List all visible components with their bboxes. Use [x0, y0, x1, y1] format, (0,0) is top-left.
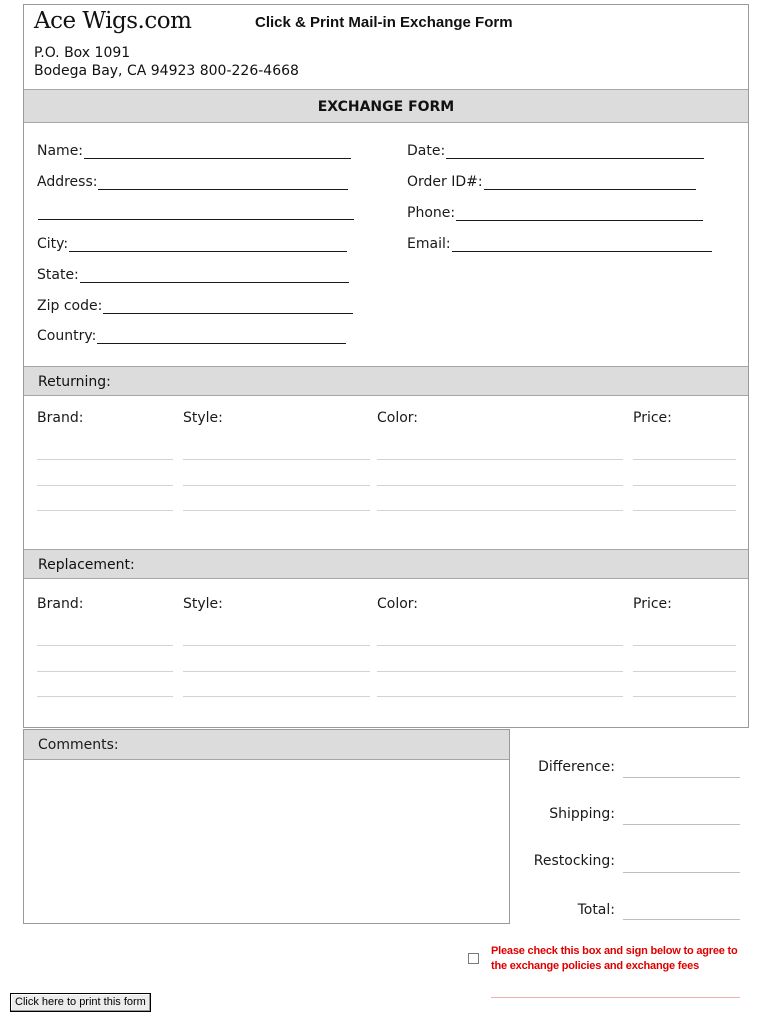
replacement-color-line-1[interactable] — [377, 645, 623, 646]
replacement-color-header: Color: — [377, 596, 419, 612]
total-label: Total: — [577, 902, 615, 918]
page-title: Click & Print Mail-in Exchange Form — [255, 14, 513, 31]
returning-price-line-1[interactable] — [633, 459, 736, 460]
zip-code-label: Zip code: — [37, 298, 103, 314]
difference-label: Difference: — [538, 759, 615, 775]
comments-heading: Comments: — [24, 730, 509, 760]
city-field[interactable] — [37, 236, 347, 252]
replacement-price-line-3[interactable] — [633, 696, 736, 697]
replacement-style-line-3[interactable] — [183, 696, 370, 697]
address-input-line[interactable] — [98, 175, 348, 190]
replacement-style-line-2[interactable] — [183, 671, 370, 672]
exchange-form-heading: EXCHANGE FORM — [24, 89, 748, 123]
state-input-line[interactable] — [80, 268, 349, 283]
returning-price-line-2[interactable] — [633, 485, 736, 486]
phone-input-line[interactable] — [456, 206, 703, 221]
shipping-input-line[interactable] — [623, 824, 740, 825]
address-field[interactable] — [37, 174, 348, 190]
returning-brand-line-2[interactable] — [37, 485, 173, 486]
name-input-line[interactable] — [84, 144, 351, 159]
name-label: Name: — [37, 143, 84, 159]
replacement-style-header: Style: — [183, 596, 223, 612]
phone-field[interactable] — [407, 205, 703, 221]
returning-color-line-2[interactable] — [377, 485, 623, 486]
replacement-heading: Replacement: — [24, 549, 748, 579]
returning-color-header: Color: — [377, 410, 419, 426]
restocking-label: Restocking: — [533, 853, 615, 869]
print-form-button[interactable]: Click here to print this form — [10, 993, 151, 1012]
address-2-input-line[interactable] — [38, 205, 354, 220]
address-line-2: Bodega Bay, CA 94923 800-226-4668 — [34, 63, 299, 79]
replacement-color-line-3[interactable] — [377, 696, 623, 697]
country-label: Country: — [37, 328, 97, 344]
email-input-line[interactable] — [452, 237, 712, 252]
replacement-price-header: Price: — [633, 596, 672, 612]
date-field[interactable] — [407, 143, 704, 159]
date-input-line[interactable] — [446, 144, 704, 159]
total-input-line[interactable] — [623, 919, 740, 920]
returning-style-header: Style: — [183, 410, 223, 426]
name-field[interactable] — [37, 143, 351, 159]
zip-code-field[interactable] — [37, 298, 353, 314]
order-id-field[interactable] — [407, 174, 696, 190]
replacement-style-line-1[interactable] — [183, 645, 370, 646]
shipping-label: Shipping: — [549, 806, 615, 822]
email-label: Email: — [407, 236, 451, 252]
date-label: Date: — [407, 143, 446, 159]
country-field[interactable] — [37, 328, 346, 344]
order-id-label: Order ID#: — [407, 174, 483, 190]
returning-brand-line-1[interactable] — [37, 459, 173, 460]
address-line-2-field[interactable] — [37, 205, 354, 220]
email-field[interactable] — [407, 236, 712, 252]
returning-brand-line-3[interactable] — [37, 510, 173, 511]
returning-color-line-3[interactable] — [377, 510, 623, 511]
replacement-brand-line-3[interactable] — [37, 696, 173, 697]
city-input-line[interactable] — [69, 237, 347, 252]
signature-line[interactable] — [491, 997, 740, 998]
returning-price-header: Price: — [633, 410, 672, 426]
agree-checkbox[interactable] — [468, 953, 479, 964]
replacement-brand-line-1[interactable] — [37, 645, 173, 646]
difference-input-line[interactable] — [623, 777, 740, 778]
returning-brand-header: Brand: — [37, 410, 84, 426]
returning-color-line-1[interactable] — [377, 459, 623, 460]
restocking-input-line[interactable] — [623, 872, 740, 873]
returning-price-line-3[interactable] — [633, 510, 736, 511]
brand-logo: Ace Wigs.com — [34, 8, 192, 34]
state-label: State: — [37, 267, 79, 283]
replacement-brand-line-2[interactable] — [37, 671, 173, 672]
order-id-input-line[interactable] — [484, 175, 696, 190]
returning-style-line-1[interactable] — [183, 459, 370, 460]
returning-heading: Returning: — [24, 366, 748, 396]
address-line-1: P.O. Box 1091 — [34, 45, 131, 61]
replacement-price-line-2[interactable] — [633, 671, 736, 672]
state-field[interactable] — [37, 267, 349, 283]
phone-label: Phone: — [407, 205, 456, 221]
returning-style-line-3[interactable] — [183, 510, 370, 511]
replacement-color-line-2[interactable] — [377, 671, 623, 672]
zip-code-input-line[interactable] — [103, 299, 353, 314]
agreement-text: Please check this box and sign below to agree to the exchange policies and exchange fees — [491, 945, 738, 972]
country-input-line[interactable] — [97, 329, 346, 344]
replacement-price-line-1[interactable] — [633, 645, 736, 646]
city-label: City: — [37, 236, 69, 252]
replacement-brand-header: Brand: — [37, 596, 84, 612]
returning-style-line-2[interactable] — [183, 485, 370, 486]
address-label: Address: — [37, 174, 98, 190]
